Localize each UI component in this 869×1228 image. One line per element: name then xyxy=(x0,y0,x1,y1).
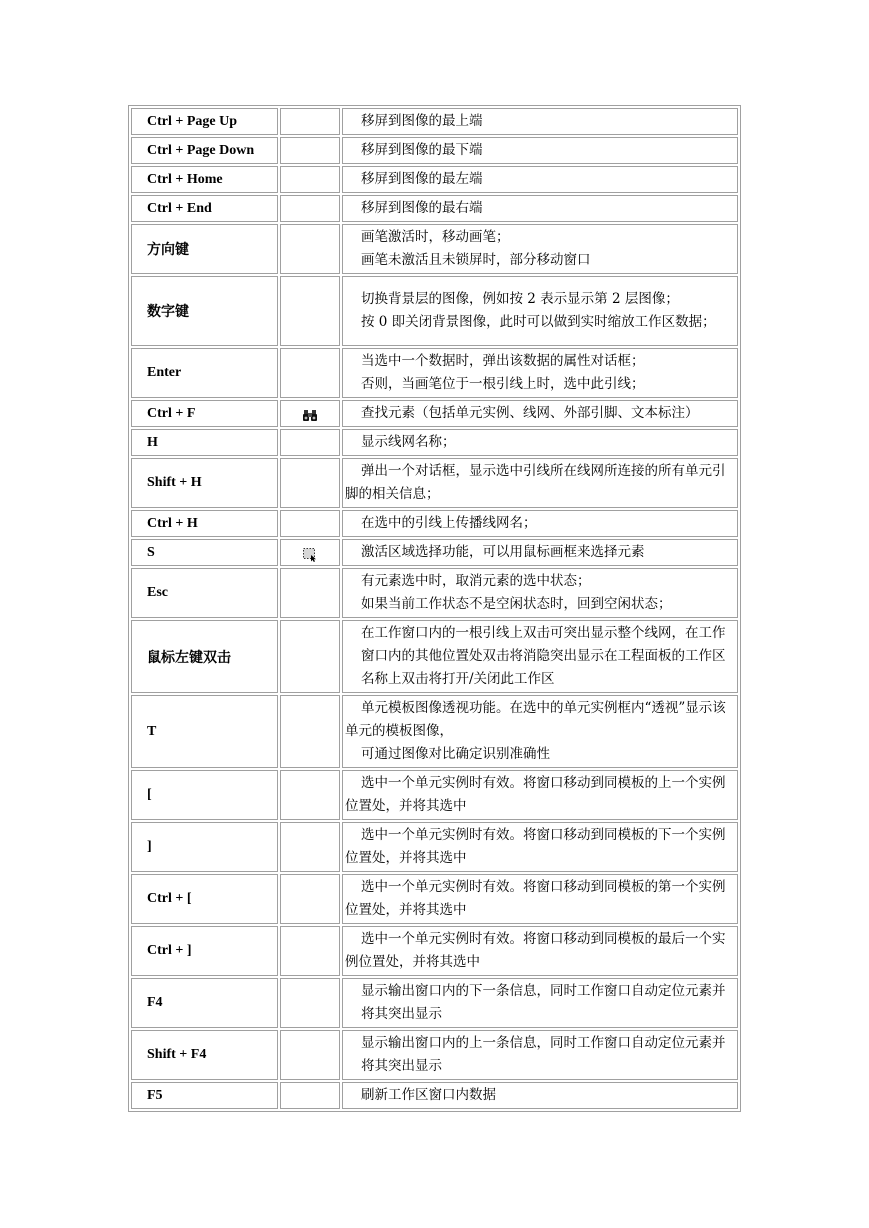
description-line: 画笔未激活且未锁屏时，部分移动窗口 xyxy=(361,252,591,268)
shortcut-description xyxy=(342,224,738,274)
shortcut-key: 数字键 xyxy=(131,276,278,346)
description-line: 选中一个单元实例时有效。将窗口移动到同模板的最后一个实例位置处，并将其选中 xyxy=(345,931,726,970)
shortcut-row xyxy=(131,400,738,427)
shortcut-row xyxy=(131,137,738,164)
shortcut-key: Ctrl + Page Up xyxy=(131,108,278,135)
shortcut-row xyxy=(131,166,738,193)
shortcut-description xyxy=(342,166,738,193)
shortcut-row xyxy=(131,458,738,508)
shortcut-icon-cell xyxy=(280,137,340,164)
shortcut-icon-cell xyxy=(280,224,340,274)
shortcut-row xyxy=(131,348,738,398)
shortcut-description xyxy=(342,276,738,346)
description-line: 刷新工作区窗口内数据 xyxy=(361,1087,496,1103)
shortcut-icon-cell xyxy=(280,108,340,135)
shortcut-description xyxy=(342,458,738,508)
shortcut-key: Ctrl + Home xyxy=(131,166,278,193)
shortcut-icon-cell xyxy=(280,568,340,618)
shortcut-description xyxy=(342,195,738,222)
shortcut-table xyxy=(128,105,741,1112)
shortcut-icon-cell xyxy=(280,620,340,693)
description-line: 激活区域选择功能，可以用鼠标画框来选择元素 xyxy=(361,544,645,560)
shortcut-row xyxy=(131,568,738,618)
shortcut-icon-cell xyxy=(280,458,340,508)
shortcut-row xyxy=(131,695,738,768)
shortcut-row xyxy=(131,195,738,222)
description-line: 在工作窗口内的一根引线上双击可突出显示整个线网，在工作窗口内的其他位置处双击将消隐突出显示在工程面板的工作区名称上双击将打开/关闭此工作区 xyxy=(361,625,726,687)
shortcut-icon-cell xyxy=(280,770,340,820)
description-line: 否则，当画笔位于一根引线上时，选中此引线； xyxy=(361,376,645,392)
description-line: 如果当前工作状态不是空闲状态时，回到空闲状态； xyxy=(361,596,672,612)
shortcut-key: Shift + F4 xyxy=(131,1030,278,1080)
shortcut-key: H xyxy=(131,429,278,456)
shortcut-icon-cell xyxy=(280,510,340,537)
shortcut-icon-cell xyxy=(280,348,340,398)
shortcut-row xyxy=(131,539,738,566)
shortcut-description xyxy=(342,348,738,398)
description-line: 显示输出窗口内的上一条信息，同时工作窗口自动定位元素并将其突出显示 xyxy=(361,1035,726,1074)
shortcut-row xyxy=(131,620,738,693)
shortcut-row xyxy=(131,276,738,346)
shortcut-key: Ctrl + ] xyxy=(131,926,278,976)
description-line: 切换背景层的图像，例如按 2 表示显示第 2 层图像； xyxy=(361,291,679,307)
description-line: 单元模板图像透视功能。在选中的单元实例框内“透视”显示该单元的模板图像， xyxy=(345,700,726,739)
description-line: 显示线网名称； xyxy=(361,434,456,450)
shortcut-icon-cell xyxy=(280,978,340,1028)
shortcut-icon-cell xyxy=(280,874,340,924)
description-line: 当选中一个数据时，弹出该数据的属性对话框； xyxy=(361,353,645,369)
description-line: 移屏到图像的最左端 xyxy=(361,171,483,187)
shortcut-row xyxy=(131,926,738,976)
shortcut-key: Ctrl + End xyxy=(131,195,278,222)
shortcut-description xyxy=(342,429,738,456)
shortcut-description xyxy=(342,770,738,820)
shortcut-key: 方向键 xyxy=(131,224,278,274)
shortcut-description xyxy=(342,926,738,976)
description-line: 选中一个单元实例时有效。将窗口移动到同模板的下一个实例位置处，并将其选中 xyxy=(345,827,726,866)
shortcut-key: 鼠标左键双击 xyxy=(131,620,278,693)
shortcut-key: T xyxy=(131,695,278,768)
shortcut-key: Ctrl + Page Down xyxy=(131,137,278,164)
shortcut-key: Esc xyxy=(131,568,278,618)
description-line: 有元素选中时，取消元素的选中状态； xyxy=(361,573,591,589)
shortcut-key: Ctrl + [ xyxy=(131,874,278,924)
shortcut-icon-cell xyxy=(280,695,340,768)
shortcut-key: Shift + H xyxy=(131,458,278,508)
description-line: 移屏到图像的最上端 xyxy=(361,113,483,129)
shortcut-row xyxy=(131,108,738,135)
shortcut-icon-cell xyxy=(280,166,340,193)
description-line: 移屏到图像的最右端 xyxy=(361,200,483,216)
shortcut-key: ] xyxy=(131,822,278,872)
description-line: 弹出一个对话框，显示选中引线所在线网所连接的所有单元引脚的相关信息； xyxy=(345,463,726,502)
shortcut-row xyxy=(131,770,738,820)
area-select-icon xyxy=(302,543,318,562)
description-line: 查找元素（包括单元实例、线网、外部引脚、文本标注） xyxy=(361,405,699,421)
shortcut-key: Ctrl + H xyxy=(131,510,278,537)
shortcut-description xyxy=(342,568,738,618)
shortcut-description xyxy=(342,822,738,872)
shortcut-description xyxy=(342,620,738,693)
shortcut-icon-cell xyxy=(280,400,340,427)
shortcut-key: [ xyxy=(131,770,278,820)
description-line: 选中一个单元实例时有效。将窗口移动到同模板的第一个实例位置处，并将其选中 xyxy=(345,879,726,918)
shortcut-row xyxy=(131,1082,738,1109)
shortcut-description xyxy=(342,400,738,427)
description-line: 可通过图像对比确定识别准确性 xyxy=(361,746,550,762)
shortcut-icon-cell xyxy=(280,276,340,346)
shortcut-row xyxy=(131,874,738,924)
shortcut-description xyxy=(342,108,738,135)
description-line: 在选中的引线上传播线网名； xyxy=(361,515,537,531)
description-line: 显示输出窗口内的下一条信息，同时工作窗口自动定位元素并将其突出显示 xyxy=(361,983,726,1022)
shortcut-key: S xyxy=(131,539,278,566)
shortcut-description xyxy=(342,539,738,566)
description-line: 选中一个单元实例时有效。将窗口移动到同模板的上一个实例位置处，并将其选中 xyxy=(345,775,726,814)
shortcut-icon-cell xyxy=(280,926,340,976)
shortcut-description xyxy=(342,978,738,1028)
shortcut-icon-cell xyxy=(280,429,340,456)
shortcut-description xyxy=(342,1030,738,1080)
shortcut-description xyxy=(342,695,738,768)
shortcut-key: F5 xyxy=(131,1082,278,1109)
shortcut-icon-cell xyxy=(280,822,340,872)
shortcut-description xyxy=(342,1082,738,1109)
description-line: 移屏到图像的最下端 xyxy=(361,142,483,158)
shortcut-key: F4 xyxy=(131,978,278,1028)
shortcut-row xyxy=(131,978,738,1028)
shortcut-row xyxy=(131,429,738,456)
shortcut-row xyxy=(131,510,738,537)
shortcut-table-container xyxy=(128,105,741,1112)
shortcut-icon-cell xyxy=(280,1030,340,1080)
binoculars-icon xyxy=(302,404,318,423)
shortcut-key: Ctrl + F xyxy=(131,400,278,427)
shortcut-row xyxy=(131,224,738,274)
shortcut-row xyxy=(131,822,738,872)
shortcut-description xyxy=(342,510,738,537)
shortcut-description xyxy=(342,874,738,924)
shortcut-row xyxy=(131,1030,738,1080)
shortcut-icon-cell xyxy=(280,1082,340,1109)
description-line: 按 0 即关闭背景图像，此时可以做到实时缩放工作区数据； xyxy=(361,314,716,330)
shortcut-description xyxy=(342,137,738,164)
description-line: 画笔激活时，移动画笔； xyxy=(361,229,510,245)
shortcut-key: Enter xyxy=(131,348,278,398)
shortcut-icon-cell xyxy=(280,539,340,566)
shortcut-icon-cell xyxy=(280,195,340,222)
